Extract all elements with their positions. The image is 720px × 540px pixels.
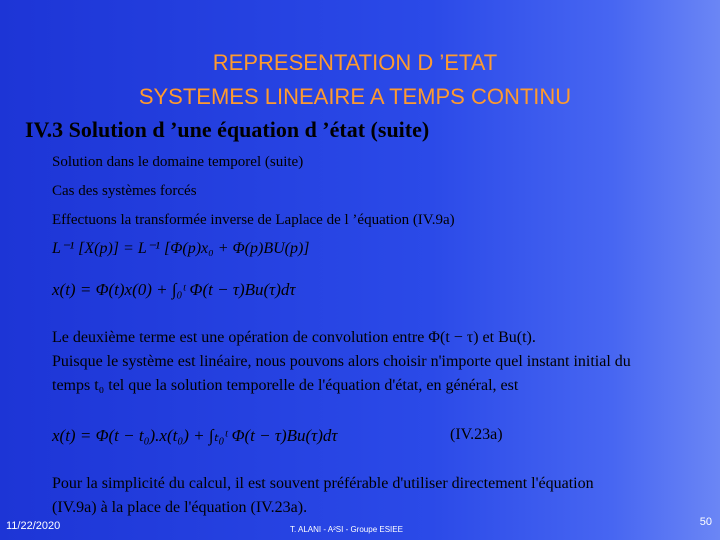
paragraph-simplicity: Pour la simplicité du calcul, il est souvent préférable d'utiliser directement l'équation (IV.9a) à la place de l'équation (IV.23a). — [52, 475, 594, 516]
bullet-3: Effectuons la transformée inverse de Laplace de l ’équation (IV.9a) — [52, 212, 455, 228]
slide-title-line2: SYSTEMES LINEAIRE A TEMPS CONTINU — [138, 84, 572, 109]
slide-title-line1: REPRESENTATION D ’ETAT — [212, 50, 498, 75]
paragraph-initial-time: Puisque le système est linéaire, nous pouvons alors choisir n'importe quel instant initial du temps t₀ tel que la solution temporelle de l'équation d'état, en général, est — [52, 353, 631, 394]
equation-laplace-inverse: L⁻¹ [X(p)] = L⁻¹ [Φ(p)x₀ + Φ(p)BU(p)] — [52, 240, 310, 257]
equation-general-solution: x(t) = Φ(t − t₀).x(t₀) + ∫ₜ₀ᵗ Φ(t − τ)Bu(τ)dτ — [52, 426, 338, 445]
footer-author: T. ALANI - A²SI - Groupe ESIEE — [290, 525, 403, 534]
bullet-2: Cas des systèmes forcés — [52, 183, 197, 199]
section-subtitle: IV.3 Solution d ’une équation d ’état (suite) — [25, 117, 430, 142]
paragraph-convolution: Le deuxième terme est une opération de convolution entre Φ(t − τ) et Bu(t). — [52, 329, 536, 346]
page-number: 50 — [699, 516, 712, 528]
footer-date: 11/22/2020 — [6, 520, 61, 532]
bullet-1: Solution dans le domaine temporel (suite) — [52, 154, 304, 170]
equation-time-solution: x(t) = Φ(t)x(0) + ∫₀ᵗ Φ(t − τ)Bu(τ)dτ — [52, 280, 296, 299]
equation-label: (IV.23a) — [450, 426, 503, 443]
